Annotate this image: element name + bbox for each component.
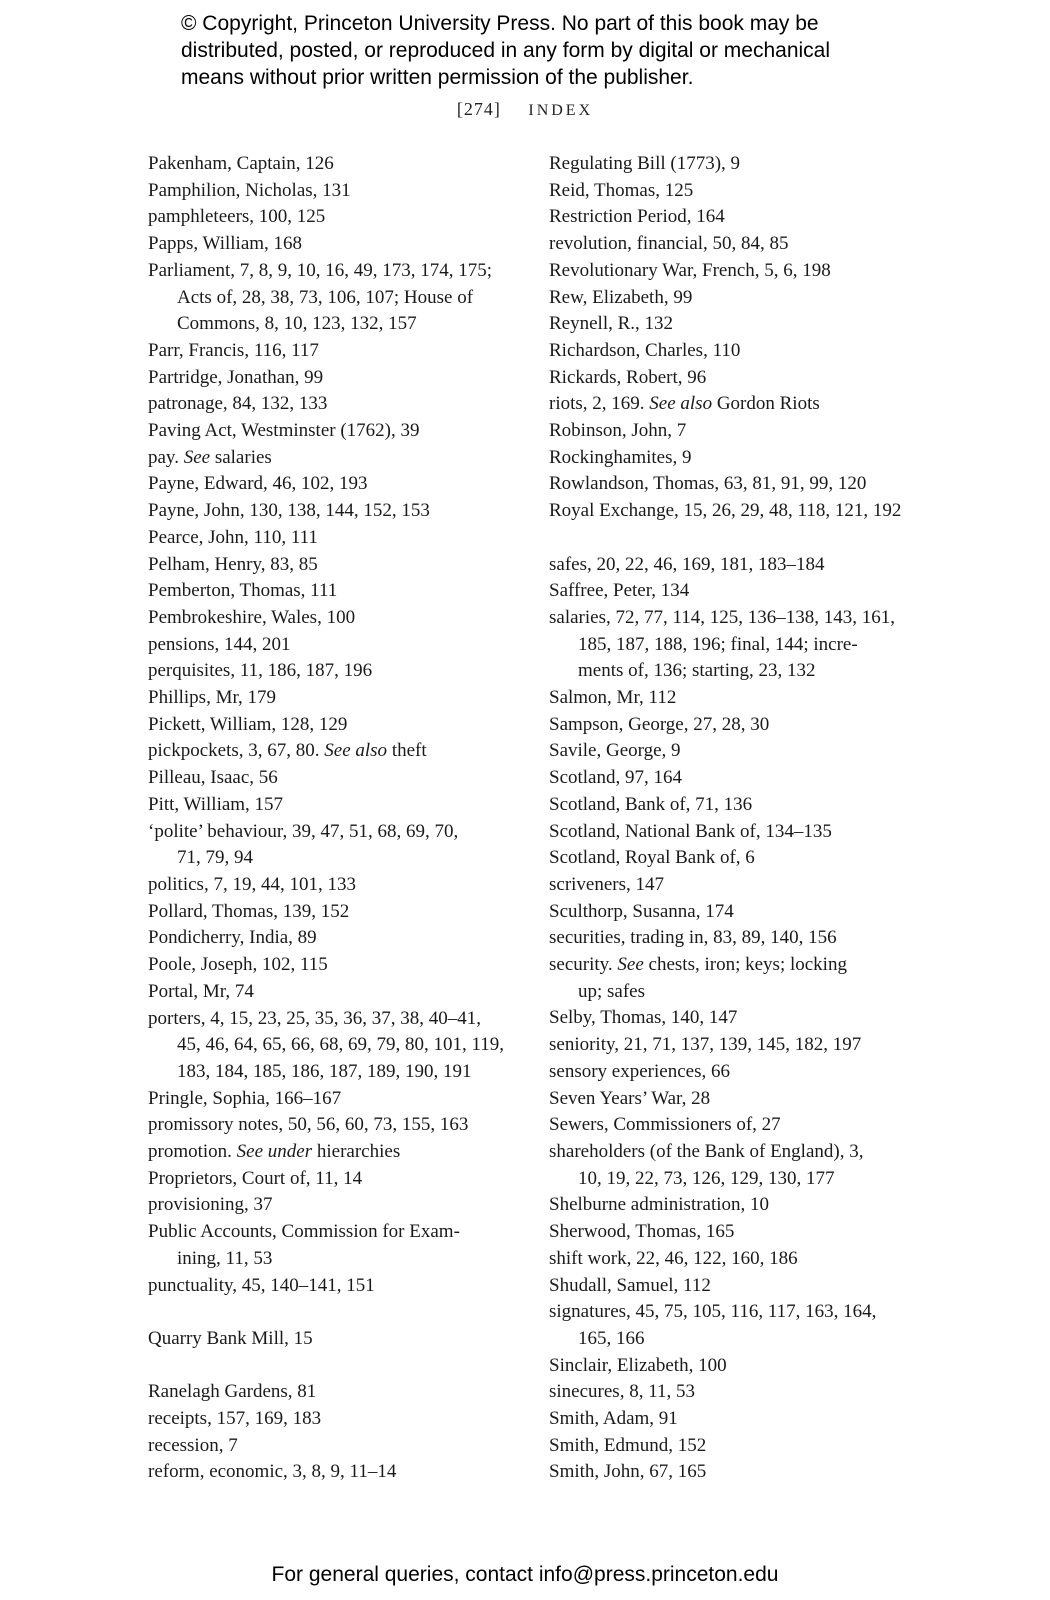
entry-text: seniority, 21, 71, 137, 139, 145, 182, 197	[549, 1034, 862, 1056]
entry-text: ining, 11, 53	[177, 1247, 273, 1269]
entry-text: Sculthorp, Susanna, 174	[549, 900, 734, 922]
entry-text: pamphleteers, 100, 125	[148, 206, 326, 228]
entry-text: politics, 7, 19, 44, 101, 133	[148, 873, 356, 895]
index-entry	[549, 1059, 949, 1086]
entry-text: ments of, 136; starting, 23, 132	[578, 660, 816, 682]
cross-reference-label: See under	[236, 1141, 313, 1163]
index-entry	[549, 1005, 949, 1032]
entry-text: Royal Exchange, 15, 26, 29, 48, 118, 121, 192	[549, 500, 902, 522]
entry-text: Pringle, Sophia, 166–167	[148, 1087, 342, 1109]
index-entry	[549, 1459, 949, 1486]
index-entry	[549, 1086, 949, 1113]
index-entry	[148, 925, 528, 952]
entry-text: Rowlandson, Thomas, 63, 81, 91, 99, 120	[549, 473, 867, 495]
entry-text: Scotland, National Bank of, 134–135	[549, 820, 832, 842]
index-entry	[549, 391, 949, 418]
index-entry	[549, 311, 949, 338]
entry-text: scriveners, 147	[549, 873, 665, 895]
index-entry	[549, 925, 949, 952]
entry-text: Partridge, Jonathan, 99	[148, 366, 324, 388]
index-entry	[148, 685, 528, 712]
index-entry	[549, 1299, 949, 1326]
index-entry	[148, 1166, 528, 1193]
entry-text: recession, 7	[148, 1434, 238, 1456]
index-entry-continuation	[148, 1059, 528, 1086]
index-entry	[549, 338, 949, 365]
entry-text: Shudall, Samuel, 112	[549, 1274, 711, 1296]
index-entry	[148, 899, 528, 926]
index-entry	[549, 1192, 949, 1219]
index-entry	[549, 1433, 949, 1460]
index-entry	[148, 658, 528, 685]
index-entry	[148, 1433, 528, 1460]
entry-text: Pilleau, Isaac, 56	[148, 767, 278, 789]
index-entry	[549, 418, 949, 445]
index-entry	[549, 552, 949, 579]
entry-text: perquisites, 11, 186, 187, 196	[148, 660, 373, 682]
index-entry-continuation	[148, 845, 528, 872]
entry-text: Parr, Francis, 116, 117	[148, 339, 319, 361]
index-entry	[549, 578, 949, 605]
index-entry	[549, 204, 949, 231]
entry-text: Pickett, William, 128, 129	[148, 713, 348, 735]
entry-text: Commons, 8, 10, 123, 132, 157	[177, 313, 417, 335]
index-entry	[148, 471, 528, 498]
entry-text: Seven Years’ War, 28	[549, 1087, 711, 1109]
entry-text: Sherwood, Thomas, 165	[549, 1221, 735, 1243]
entry-text: Regulating Bill (1773), 9	[549, 153, 741, 174]
entry-text: 185, 187, 188, 196; final, 144; incre-	[578, 633, 858, 655]
cross-reference-label: See	[183, 446, 211, 468]
entry-text: Pakenham, Captain, 126	[148, 153, 334, 174]
entry-text: 45, 46, 64, 65, 66, 68, 69, 79, 80, 101, 119,	[177, 1034, 505, 1056]
entry-text: receipts, 157, 169, 183	[148, 1408, 322, 1430]
entry-text: Saffree, Peter, 134	[549, 580, 690, 602]
index-entry	[148, 1139, 528, 1166]
entry-text: porters, 4, 15, 23, 25, 35, 36, 37, 38, 40–41,	[148, 1007, 482, 1029]
entry-text: salaries, 72, 77, 114, 125, 136–138, 143, 161,	[549, 606, 896, 628]
entry-text: Pondicherry, India, 89	[148, 927, 317, 949]
cross-reference-label: See also	[324, 740, 388, 762]
index-entry	[148, 712, 528, 739]
index-entry	[549, 1353, 949, 1380]
index-entry	[148, 1406, 528, 1433]
entry-text: Pitt, William, 157	[148, 793, 284, 815]
index-entry	[549, 712, 949, 739]
entry-text: hierarchies	[312, 1141, 401, 1163]
entry-text: Selby, Thomas, 140, 147	[549, 1007, 738, 1029]
index-entry	[148, 498, 528, 525]
index-entry	[148, 952, 528, 979]
index-entry	[549, 1032, 949, 1059]
index-entry	[148, 151, 528, 178]
index-entry	[549, 1246, 949, 1273]
letter-group-gap	[148, 1353, 528, 1380]
entry-text: Shelburne administration, 10	[549, 1194, 770, 1216]
copyright-notice	[181, 10, 941, 91]
entry-text: Ranelagh Gardens, 81	[148, 1381, 317, 1403]
copyright-line: distributed, posted, or reproduced in any form by digital or mechanical	[181, 39, 831, 62]
index-entry	[148, 338, 528, 365]
index-entry	[148, 258, 528, 285]
index-entry	[549, 1112, 949, 1139]
index-entry	[148, 819, 528, 846]
index-entry	[549, 365, 949, 392]
entry-text: signatures, 45, 75, 105, 116, 117, 163, 164,	[549, 1301, 877, 1323]
entry-text: Phillips, Mr, 179	[148, 687, 277, 709]
entry-text: 183, 184, 185, 186, 187, 189, 190, 191	[177, 1060, 472, 1082]
entry-text: Smith, Edmund, 152	[549, 1434, 707, 1456]
entry-text: 10, 19, 22, 73, 126, 129, 130, 177	[578, 1167, 835, 1189]
index-column-left	[148, 151, 528, 1486]
index-entry	[148, 1112, 528, 1139]
index-entry	[148, 1273, 528, 1300]
entry-text: Poole, Joseph, 102, 115	[148, 954, 328, 976]
entry-text: Acts of, 28, 38, 73, 106, 107; House of	[177, 286, 474, 308]
section-title: INDEX	[528, 102, 594, 119]
index-entry	[549, 605, 949, 632]
index-entry-continuation	[148, 311, 528, 338]
index-entry	[148, 445, 528, 472]
entry-text: Pembrokeshire, Wales, 100	[148, 606, 356, 628]
index-entry-continuation	[549, 658, 949, 685]
entry-text: shareholders (of the Bank of England), 3,	[549, 1141, 864, 1162]
entry-text: chests, iron; keys; locking	[643, 954, 847, 976]
entry-text: punctuality, 45, 140–141, 151	[148, 1274, 375, 1296]
entry-text: Public Accounts, Commission for Exam-	[148, 1221, 460, 1243]
entry-text: theft	[387, 740, 427, 762]
index-entry	[148, 391, 528, 418]
cross-reference-label: See also	[649, 393, 713, 415]
index-entry	[148, 552, 528, 579]
index-entry	[148, 1379, 528, 1406]
index-entry	[148, 872, 528, 899]
entry-text: security.	[549, 954, 618, 976]
index-entry	[148, 792, 528, 819]
entry-text: Sinclair, Elizabeth, 100	[549, 1354, 727, 1376]
index-entry	[549, 872, 949, 899]
index-entry	[549, 1139, 949, 1166]
index-entry	[148, 231, 528, 258]
letter-group-gap	[549, 525, 949, 552]
entry-text: Portal, Mr, 74	[148, 980, 254, 1002]
entry-text: Smith, Adam, 91	[549, 1408, 678, 1430]
entry-text: Pelham, Henry, 83, 85	[148, 553, 318, 575]
entry-text: Gordon Riots	[712, 393, 820, 415]
page-number: [274]	[456, 99, 501, 119]
index-entry	[148, 365, 528, 392]
entry-text: promissory notes, 50, 56, 60, 73, 155, 163	[148, 1114, 469, 1136]
index-entry	[549, 685, 949, 712]
entry-text: Revolutionary War, French, 5, 6, 198	[549, 259, 831, 281]
entry-text: shift work, 22, 46, 122, 160, 186	[549, 1247, 798, 1269]
index-entry	[148, 765, 528, 792]
index-entry	[148, 738, 528, 765]
index-entry	[549, 1379, 949, 1406]
entry-text: 71, 79, 94	[177, 847, 253, 869]
entry-text: Richardson, Charles, 110	[549, 339, 741, 361]
letter-group-gap	[148, 1299, 528, 1326]
entry-text: ‘polite’ behaviour, 39, 47, 51, 68, 69, 70,	[148, 820, 459, 842]
entry-text: sinecures, 8, 11, 53	[549, 1381, 695, 1403]
entry-text: pensions, 144, 201	[148, 633, 291, 655]
index-entry	[549, 738, 949, 765]
entry-text: Scotland, Bank of, 71, 136	[549, 793, 753, 815]
index-entry	[549, 445, 949, 472]
index-entry	[549, 231, 949, 258]
index-entry	[148, 204, 528, 231]
entry-text: Rickards, Robert, 96	[549, 366, 707, 388]
entry-text: Payne, John, 130, 138, 144, 152, 153	[148, 500, 430, 522]
index-entry	[549, 1406, 949, 1433]
index-entry	[148, 1459, 528, 1486]
index-entry	[148, 632, 528, 659]
copyright-line: means without prior written permission of the publisher.	[181, 66, 694, 89]
running-header	[0, 99, 1050, 120]
index-entry	[549, 1273, 949, 1300]
entry-text: sensory experiences, 66	[549, 1060, 730, 1082]
entry-text: Salmon, Mr, 112	[549, 687, 677, 709]
index-entry	[549, 285, 949, 312]
index-entry	[148, 1219, 528, 1246]
index-entry	[549, 765, 949, 792]
entry-text: Sewers, Commissioners of, 27	[549, 1114, 781, 1136]
entry-text: Restriction Period, 164	[549, 206, 725, 228]
entry-text: patronage, 84, 132, 133	[148, 393, 328, 415]
index-entry	[148, 605, 528, 632]
entry-text: pickpockets, 3, 67, 80.	[148, 740, 325, 762]
entry-text: Rew, Elizabeth, 99	[549, 286, 693, 308]
index-entry	[148, 1006, 528, 1033]
copyright-line: © Copyright, Princeton University Press. No part of this book may be	[181, 12, 819, 35]
entry-text: Papps, William, 168	[148, 233, 303, 255]
index-entry	[148, 525, 528, 552]
entry-text: Proprietors, Court of, 11, 14	[148, 1167, 363, 1189]
entry-text: Rockinghamites, 9	[549, 446, 692, 468]
entry-text: Reid, Thomas, 125	[549, 179, 694, 201]
index-entry	[148, 1192, 528, 1219]
entry-text: securities, trading in, 83, 89, 140, 156	[549, 927, 837, 949]
entry-text: safes, 20, 22, 46, 169, 181, 183–184	[549, 553, 825, 575]
entry-text: Quarry Bank Mill, 15	[148, 1327, 313, 1349]
index-entry	[549, 151, 949, 178]
index-entry-continuation	[549, 979, 949, 1006]
index-entry	[148, 178, 528, 205]
index-entry	[549, 952, 949, 979]
entry-text: Savile, George, 9	[549, 740, 681, 762]
entry-text: Parliament, 7, 8, 9, 10, 16, 49, 173, 174, 175;	[148, 259, 493, 281]
entry-text: Scotland, 97, 164	[549, 767, 682, 789]
entry-text: revolution, financial, 50, 84, 85	[549, 233, 789, 255]
index-entry	[148, 979, 528, 1006]
footer-contact: For general queries, contact info@press.princeton.edu	[271, 1563, 779, 1586]
index-entry	[148, 578, 528, 605]
entry-text: up; safes	[578, 980, 646, 1002]
entry-text: Paving Act, Westminster (1762), 39	[148, 420, 420, 442]
index-entry	[148, 418, 528, 445]
index-entry	[549, 471, 949, 498]
entry-text: Pearce, John, 110, 111	[148, 526, 318, 548]
index-entry-continuation	[148, 285, 528, 312]
index-entry-continuation	[148, 1032, 528, 1059]
index-entry-continuation	[148, 1246, 528, 1273]
entry-text: Smith, John, 67, 165	[549, 1461, 707, 1483]
index-entry	[549, 819, 949, 846]
entry-text: reform, economic, 3, 8, 9, 11–14	[148, 1461, 397, 1483]
entry-text: Payne, Edward, 46, 102, 193	[148, 473, 368, 495]
index-entry	[148, 1086, 528, 1113]
index-entry-continuation	[549, 1326, 949, 1353]
index-column-right	[549, 151, 949, 1486]
index-entry	[148, 1326, 528, 1353]
entry-text: promotion.	[148, 1141, 237, 1163]
entry-text: Pollard, Thomas, 139, 152	[148, 900, 350, 922]
cross-reference-label: See	[617, 954, 644, 976]
index-entry	[549, 1219, 949, 1246]
index-entry	[549, 845, 949, 872]
index-entry	[549, 498, 949, 525]
entry-text: Sampson, George, 27, 28, 30	[549, 713, 770, 735]
index-entry	[549, 178, 949, 205]
index-entry	[549, 792, 949, 819]
entry-text: provisioning, 37	[148, 1194, 273, 1216]
entry-text: riots, 2, 169.	[549, 393, 650, 415]
entry-text: Reynell, R., 132	[549, 313, 674, 335]
entry-text: pay.	[148, 446, 184, 468]
entry-text: Pamphilion, Nicholas, 131	[148, 179, 351, 201]
index-entry-continuation	[549, 632, 949, 659]
entry-text: Pemberton, Thomas, 111	[148, 580, 338, 602]
index-entry	[549, 258, 949, 285]
index-entry-continuation	[549, 1166, 949, 1193]
entry-text: Scotland, Royal Bank of, 6	[549, 847, 755, 869]
entry-text: salaries	[210, 446, 272, 468]
index-entry	[549, 899, 949, 926]
entry-text: 165, 166	[578, 1327, 645, 1349]
entry-text: Robinson, John, 7	[549, 420, 687, 442]
